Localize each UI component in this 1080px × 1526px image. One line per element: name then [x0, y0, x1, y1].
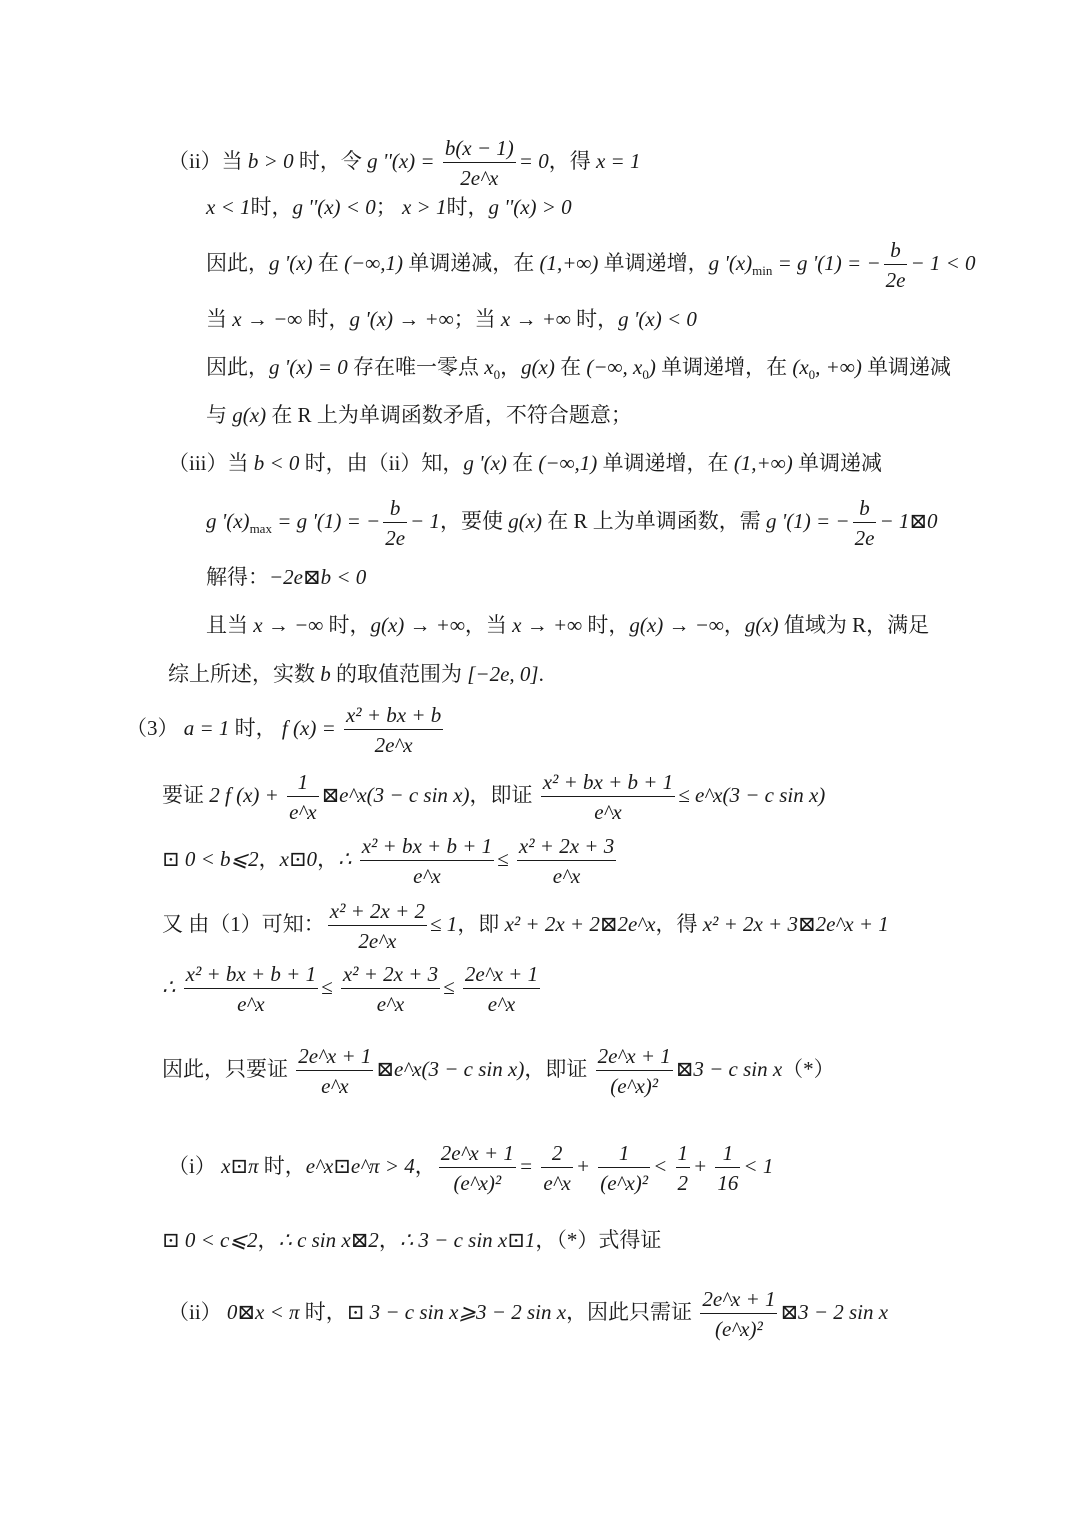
fraction-numerator: x² + 2x + 2 [328, 899, 427, 926]
fraction-numerator: 1 [287, 770, 319, 797]
text-line-l15 [162, 899, 889, 953]
math-expression: ∴ c sin x⊠2 [278, 1228, 379, 1252]
plain-text: （ii）当 [168, 148, 248, 173]
fraction-denominator: 16 [717, 1171, 739, 1196]
plain-text: （ii） [168, 1299, 227, 1324]
math-expression: g '(x) [269, 250, 313, 275]
plain-text: 时， [323, 613, 371, 637]
fraction-denominator: 2e [885, 268, 906, 293]
math-expression: ∴ [338, 846, 357, 871]
plain-text: 单调递减 [861, 355, 952, 379]
fraction-numerator: x² + bx + b [344, 703, 443, 730]
math-expression: x → +∞ [500, 307, 571, 331]
math-expression: x → −∞ [253, 613, 324, 637]
math-expression: ≤ [443, 974, 460, 999]
math-fraction [715, 1141, 740, 1195]
plain-text: 在 [554, 355, 587, 379]
plain-text: 时， [229, 715, 282, 740]
math-fraction [700, 1287, 777, 1341]
plain-text: （3） [126, 715, 184, 740]
math-expression: 0 < c⩽2 [184, 1228, 258, 1252]
plain-text: ，要使 [439, 508, 509, 533]
math-fraction [360, 834, 494, 888]
text-line-l06 [206, 405, 632, 426]
math-expression: x⊡π [221, 1153, 259, 1178]
math-fraction [296, 1044, 373, 1098]
math-fraction [443, 136, 516, 190]
plain-text: 要证 [162, 782, 210, 807]
plain-text: ；当 [453, 307, 501, 331]
plain-text: 在 R 上为单调函数矛盾，不符合题意； [266, 403, 632, 427]
plain-text: 时， [302, 307, 350, 331]
math-expression: ≤ [321, 974, 338, 999]
math-expression: < [653, 1153, 673, 1178]
plain-text: 综上所述，实数 [168, 662, 321, 686]
math-expression: f (x) = [281, 715, 341, 740]
math-fraction [676, 1141, 691, 1195]
math-subscript: max [249, 521, 272, 537]
plain-text: 时，⊡ [299, 1299, 370, 1324]
math-subscript: min [752, 263, 773, 279]
fraction-denominator: 2e^x [374, 733, 413, 758]
plain-text: 在 [312, 250, 345, 275]
math-fraction [463, 962, 540, 1016]
math-expression: g '(x) [206, 508, 250, 533]
text-line-l05 [206, 357, 951, 381]
math-expression: = [518, 1153, 539, 1178]
math-expression: g '(x) [708, 250, 753, 275]
plain-text: 单调递减，在 [402, 250, 540, 275]
plain-text: ， [257, 1228, 279, 1252]
math-expression: + [575, 1153, 596, 1178]
plain-text: 因此， [206, 250, 269, 275]
plain-text: 因此， [206, 355, 269, 379]
fraction-denominator: e^x [376, 992, 405, 1017]
text-line-l07 [168, 453, 882, 474]
math-fraction [328, 899, 427, 953]
plain-text: ，即证 [524, 1056, 593, 1081]
plain-text: . [538, 662, 544, 686]
math-expression: − 1 [410, 508, 440, 533]
plain-text: ⊡ [162, 1228, 185, 1252]
math-expression: −2e⊠b < 0 [269, 565, 367, 589]
plain-text: 单调递增， [598, 250, 709, 275]
plain-text: 时， [250, 195, 293, 219]
math-fraction [439, 1141, 516, 1195]
fraction-denominator: e^x [552, 864, 581, 889]
fraction-numerator: b [383, 496, 407, 523]
plain-text: 时，由（ii）知， [299, 451, 464, 475]
fraction-numerator: 1 [676, 1141, 691, 1168]
fraction-denominator: e^x [237, 992, 265, 1017]
math-subscript: 0 [642, 367, 649, 383]
fraction-numerator: 2e^x + 1 [439, 1141, 516, 1168]
fraction-numerator: b [884, 238, 908, 265]
plain-text: 又 由（1）可知： [162, 911, 325, 936]
math-fraction [344, 703, 443, 757]
plain-text: 时， [446, 195, 489, 219]
math-expression: , +∞) [815, 355, 862, 379]
math-expression: g ''(x) = [367, 148, 440, 173]
text-line-l20 [168, 1287, 888, 1341]
math-expression: ∴ [162, 974, 181, 999]
plain-text: ，即 [457, 911, 505, 936]
math-expression: b < 0 [253, 451, 300, 475]
math-expression: (1,+∞) [539, 250, 599, 275]
fraction-denominator: e^x [594, 800, 622, 825]
text-line-l03 [206, 238, 976, 292]
fraction-numerator: x² + bx + b + 1 [360, 834, 494, 861]
math-expression: (−∞, x [586, 355, 643, 379]
plain-text: ，（*）式得证 [535, 1228, 662, 1252]
fraction-denominator: 2 [677, 1171, 688, 1196]
text-line-l08 [206, 496, 937, 550]
math-expression: ⊠e^x(3 − c sin x) [376, 1056, 525, 1081]
math-expression: ⊠e^x(3 − c sin x) [321, 782, 470, 807]
math-expression: x → +∞ [512, 613, 583, 637]
text-line-l16 [162, 962, 543, 1016]
text-line-l18 [168, 1141, 773, 1195]
math-expression: (−∞,1) [538, 451, 598, 475]
math-expression: g '(x) [463, 451, 507, 475]
math-fraction [541, 770, 675, 824]
text-line-l02 [206, 197, 572, 218]
fraction-numerator: 2e^x + 1 [700, 1287, 777, 1314]
math-expression: ) [648, 355, 656, 379]
math-expression: g ''(x) < 0 [292, 195, 376, 219]
math-expression: x⊡0 [279, 846, 318, 871]
math-expression: x² + 2x + 3⊠2e^x + 1 [702, 911, 889, 936]
plain-text: 时，令 [293, 148, 368, 173]
text-line-l01 [168, 136, 640, 190]
math-expression: = 0 [518, 148, 549, 173]
math-fraction [541, 1141, 573, 1195]
math-expression: < 1 [743, 1153, 774, 1178]
plain-text: ， [258, 846, 280, 871]
math-expression: g ''(x) > 0 [488, 195, 572, 219]
plain-text: （i） [168, 1153, 222, 1178]
plain-text: 单调递增，在 [597, 451, 734, 475]
math-fraction [853, 496, 877, 550]
plain-text: ， [317, 846, 339, 871]
fraction-denominator: e^x [543, 1171, 571, 1196]
math-expression: g(x) [232, 403, 267, 427]
fraction-numerator: 2e^x + 1 [463, 962, 540, 989]
math-expression: x → −∞ [232, 307, 303, 331]
math-expression: ⊠3 − 2 sin x [780, 1299, 889, 1324]
math-subscript: 0 [493, 367, 501, 383]
math-expression: − 1 < 0 [910, 250, 976, 275]
math-expression: g '(x) < 0 [618, 307, 697, 331]
math-expression: ≤ 1 [430, 911, 458, 936]
fraction-denominator: 2e [385, 526, 406, 551]
fraction-denominator: (e^x)² [610, 1074, 659, 1099]
fraction-numerator: 1 [598, 1141, 650, 1168]
math-expression: ∴ 3 − c sin x⊡1 [399, 1228, 536, 1252]
math-expression: g '(x) → +∞ [349, 307, 454, 331]
plain-text: ，当 [464, 613, 513, 637]
fraction-denominator: e^x [321, 1074, 349, 1099]
plain-text: 存在唯一零点 [347, 355, 485, 379]
fraction-denominator: 2e^x [460, 166, 499, 191]
fraction-numerator: x² + bx + b + 1 [184, 962, 318, 989]
plain-text: 且当 [206, 613, 254, 637]
math-expression: g(x) [744, 613, 779, 637]
plain-text: 与 [206, 403, 233, 427]
math-subscript: 0 [808, 367, 816, 383]
fraction-numerator: 2e^x + 1 [596, 1044, 673, 1071]
math-expression: 0⊠x < π [226, 1299, 300, 1324]
fraction-numerator: x² + bx + b + 1 [541, 770, 675, 797]
plain-text: ， [500, 355, 522, 379]
plain-text: ⊡ [162, 846, 185, 871]
math-expression: [−2e, 0] [467, 662, 539, 686]
plain-text: ， [378, 1228, 400, 1252]
plain-text: 在 [506, 451, 539, 475]
plain-text: 单调递增，在 [655, 355, 793, 379]
math-expression: g(x) [508, 508, 543, 533]
math-expression: 3 − c sin x⩾3 − 2 sin x [369, 1299, 567, 1324]
fraction-numerator: b [853, 496, 877, 523]
math-fraction [598, 1141, 650, 1195]
math-expression: g '(1) = − [766, 508, 850, 533]
plain-text: ； [375, 195, 402, 219]
plain-text: ，得 [655, 911, 703, 936]
math-expression: = g '(1) = − [271, 508, 381, 533]
math-fraction [517, 834, 616, 888]
math-expression: + [693, 1153, 713, 1178]
math-expression: x [484, 355, 494, 379]
text-line-l04 [206, 309, 697, 330]
math-expression: b [320, 662, 331, 686]
plain-text: 的取值范围为 [330, 662, 468, 686]
math-expression: (1,+∞) [733, 451, 793, 475]
plain-text: 时， [258, 1153, 306, 1178]
math-expression: g '(x) = 0 [269, 355, 348, 379]
plain-text: ，即证 [469, 782, 538, 807]
math-expression: (x [792, 355, 809, 379]
plain-text: （*） [782, 1056, 835, 1081]
text-line-l13 [162, 770, 825, 824]
text-line-l14 [162, 834, 619, 888]
math-expression: e^x⊡e^π > 4 [305, 1153, 415, 1178]
math-fraction [596, 1044, 673, 1098]
math-expression: 0 < b⩽2 [184, 846, 259, 871]
math-expression: 2 f (x) + [209, 782, 285, 807]
fraction-denominator: (e^x)² [600, 1171, 649, 1196]
math-fraction [884, 238, 908, 292]
math-expression: g(x) → −∞ [629, 613, 724, 637]
plain-text: 时， [582, 613, 630, 637]
math-expression: a = 1 [183, 715, 230, 740]
fraction-denominator: 2e [854, 526, 875, 551]
math-expression: g(x) → +∞ [370, 613, 465, 637]
math-fraction [287, 770, 319, 824]
plain-text: ，得 [548, 148, 596, 173]
text-line-l12 [126, 703, 446, 757]
fraction-denominator: e^x [487, 992, 516, 1017]
text-line-l09 [206, 567, 366, 588]
math-expression: ⊠3 − c sin x [675, 1056, 783, 1081]
fraction-denominator: 2e^x [358, 929, 397, 954]
math-expression: = g '(1) = − [772, 250, 881, 275]
plain-text: 时， [570, 307, 619, 331]
math-expression: − 1⊠0 [879, 508, 938, 533]
plain-text: 单调递减 [792, 451, 882, 475]
plain-text: 因此，只要证 [162, 1056, 294, 1081]
fraction-denominator: e^x [413, 864, 441, 889]
fraction-numerator: x² + 2x + 3 [517, 834, 616, 861]
fraction-denominator: e^x [289, 800, 317, 825]
plain-text: 在 R 上为单调函数，需 [542, 508, 767, 533]
fraction-numerator: 2 [541, 1141, 573, 1168]
math-expression: g(x) [521, 355, 555, 379]
fraction-numerator: x² + 2x + 3 [341, 962, 440, 989]
text-line-l19 [162, 1230, 661, 1251]
plain-text: 值域为 R，满足 [778, 613, 930, 637]
math-expression: ≤ e^x(3 − c sin x) [678, 782, 826, 807]
text-line-l10 [206, 615, 929, 636]
math-expression: (−∞,1) [344, 250, 403, 275]
fraction-denominator: (e^x)² [715, 1317, 763, 1342]
fraction-denominator: (e^x)² [453, 1171, 502, 1196]
fraction-numerator: 1 [715, 1141, 740, 1168]
math-expression: x < 1 [206, 195, 251, 219]
text-line-l11 [168, 664, 544, 685]
math-fraction [341, 962, 440, 1016]
math-expression: x = 1 [595, 148, 641, 173]
plain-text: 当 [206, 307, 233, 331]
text-line-l17 [162, 1044, 835, 1098]
fraction-numerator: 2e^x + 1 [296, 1044, 373, 1071]
plain-text: ， [414, 1153, 436, 1178]
plain-text: ，因此只需证 [566, 1299, 698, 1324]
math-fraction [383, 496, 407, 550]
math-expression: b > 0 [247, 148, 294, 173]
fraction-numerator: b(x − 1) [443, 136, 516, 163]
math-fraction [184, 962, 318, 1016]
plain-text: ， [723, 613, 745, 637]
plain-text: （iii）当 [168, 451, 254, 475]
math-expression: x² + 2x + 2⊠2e^x [504, 911, 656, 936]
math-expression: ≤ [497, 846, 514, 871]
plain-text: 解得： [206, 565, 269, 589]
math-expression: x > 1 [401, 195, 447, 219]
